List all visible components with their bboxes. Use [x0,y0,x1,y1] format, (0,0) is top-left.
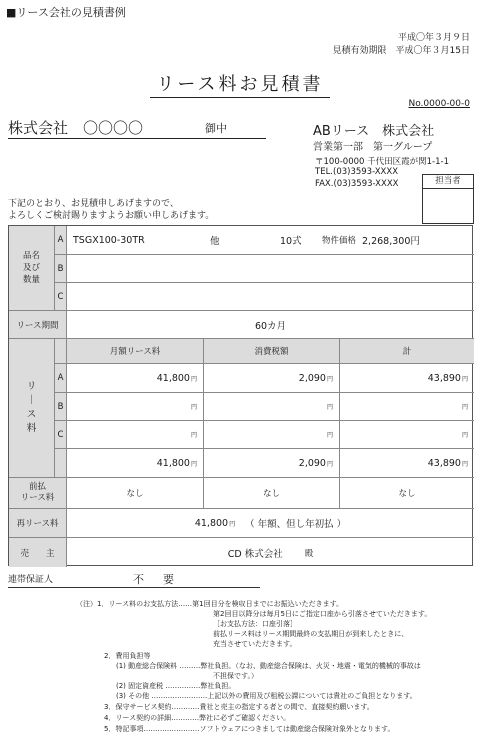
fee-label: リ ｜ ス 料 [9,339,55,478]
note-1-line-2: 第2回目以降分は毎月5日にご指定口座から引落させていただきます。 [213,610,432,618]
note-5: 5．特記事項……………………ソフトウェアにつきましては動産総合保険対象外となります。 [104,725,395,733]
issuer-tel: TEL.(03)3593-XXXX [315,167,399,177]
estimate-table [8,225,473,566]
note-2-2: (2) 固定資産税 ……………弊社負担。 [116,682,236,690]
issuer-company: ABリース 株式会社 [313,124,435,139]
item-model: TSGX100-30TR [73,234,145,246]
fee-tax-b: 円 [204,393,340,421]
header-total: 計 [340,339,474,364]
customer-name: 株式会社 〇〇〇〇 [8,119,144,137]
note-2-3: (3) その他 ……………………上記以外の費用及び租税公課については貴社のご負担となります。 [116,692,417,700]
validity-label: 見積有効期限 [332,46,387,56]
sum-tax: 2,090 円 [204,449,340,478]
note-1-line-5: 充当させていただきます。 [213,640,297,648]
fee-key-b: B [55,393,67,421]
prepay-label: 前払 リース料 [9,478,67,509]
customer-suffix: 御中 [205,122,227,135]
period-label: リース期間 [9,311,67,339]
item-row-c [67,283,474,311]
intro-line-2: よろしくご検討賜りますようお願い申しあげます。 [8,211,215,221]
sum-monthly: 41,800 円 [67,449,204,478]
item-price: 2,268,300円 [362,236,420,247]
fee-monthly-a: 41,800 円 [67,364,204,393]
prepay-tax: なし [204,478,340,509]
item-key-b: B [55,255,67,283]
fee-total-a: 43,890 円 [340,364,474,393]
intro-line-1: 下記のとおり、お見積申しあげますので、 [8,199,179,209]
note-1-line-4: 前払リース料はリース期間最終の支払期日が到来したときに、 [213,630,409,638]
note-2: 2．費用負担等 [104,652,151,660]
fee-total-key [55,449,67,478]
issuer-fax: FAX.(03)3593-XXXX [315,179,399,189]
note-3: 3．保守サービス契約…………貴社と売主の指定する者との間で、直接契約願います。 [104,703,374,711]
document-number: No.0000-00-0 [408,99,470,109]
validity [333,43,470,56]
item-key-a: A [55,226,67,255]
page-title: リース料お見積書 [0,70,480,96]
fee-header-key [55,339,67,364]
header-tax: 消費税額 [204,339,340,364]
release-label: 再リース料 [9,509,67,538]
fee-key-c: C [55,421,67,449]
item-key-c: C [55,283,67,311]
issue-date: 平成〇年３月９日 [397,33,470,43]
sum-total: 43,890 円 [340,449,474,478]
customer-underline [8,138,266,139]
fee-tax-a: 2,090 円 [204,364,340,393]
issuer-address: 〒100-0000 千代田区霞が関1-1-1 [315,157,449,167]
item-price-label: 物件価格 [322,236,357,246]
item-row-b [67,255,474,283]
guarantor-underline [8,587,260,588]
item-label: 品名 及び 数量 [9,226,55,311]
fee-total-b: 円 [340,393,474,421]
seller-label: 売 主 [9,538,67,567]
item-other: 他 [210,236,220,247]
fee-monthly-c: 円 [67,421,204,449]
note-1: （注）1．リース料のお支払方法……第1回目分を検収日までにお振込いただきます。 [76,600,344,608]
release-value: 41,800 円 （ 年額、但し年初払 ） [67,509,474,538]
note-4: 4．リース契約の詳細…………弊社に必ずご確認ください。 [104,714,291,722]
note-1-line-3: ［お支払方法：口座引落］ [213,620,297,628]
stamp-box [422,174,474,224]
stamp-label: 担当者 [423,175,473,189]
guarantor-label: 連帯保証人 [8,575,54,585]
note-2-1: (1) 動産総合保険料 ………弊社負担。（なお、動産総合保険は、火災・地震・電気的機械的事故は [116,662,421,670]
header-monthly: 月額リース料 [67,339,204,364]
fee-total-c: 円 [340,421,474,449]
fee-key-a: A [55,364,67,393]
guarantor-value: 不 要 [133,573,178,586]
seller-value: CD 株式会社 殿 [227,548,314,560]
prepay-monthly: なし [67,478,204,509]
prepay-total: なし [340,478,474,509]
issuer-dept: 営業第一部 第一グループ [313,142,433,153]
item-qty: 10式 [280,236,302,247]
validity-date: 平成〇年３月15日 [395,46,470,56]
note-2-1-cont: 不担保です。） [213,672,258,680]
caption: ■リース会社の見積書例 [6,6,126,19]
fee-tax-c: 円 [204,421,340,449]
item-row-a [67,226,474,255]
period-value: 60カ月 [67,311,474,339]
fee-monthly-b: 円 [67,393,204,421]
